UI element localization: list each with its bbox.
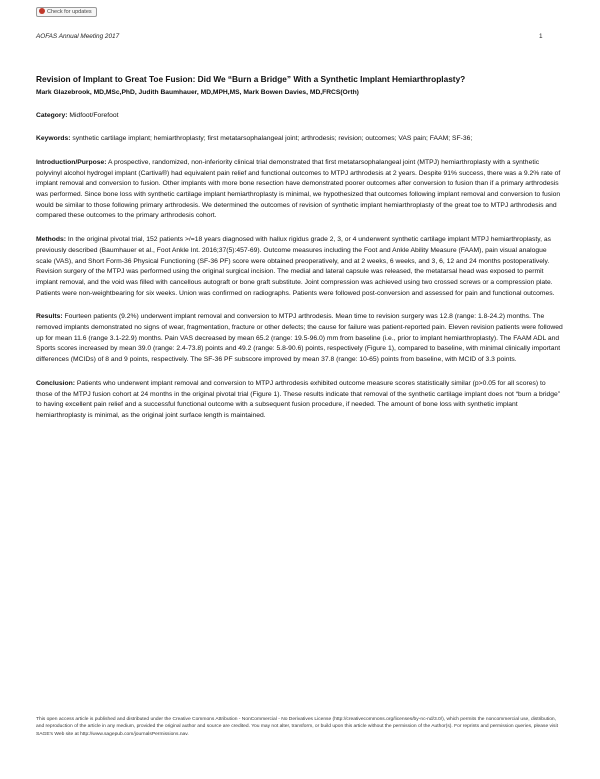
- results-label: Results:: [36, 313, 63, 321]
- methods-label: Methods:: [36, 236, 66, 244]
- introduction-text: A prospective, randomized, non-inferiority clinical trial demonstrated that first metatarsophalangeal joint (MTPJ) hemiarthroplasty with a synthetic polyvinyl alcohol hydrogel implant (Cartiva®) had equivalent pain relief and functional outcomes to MTPJ arthrodesis at 2 years. Despite 91% success, there was a 9.2% rate of implant removal and conversion to fusion. Other implants with more bone resection have demonstrated poorer outcomes after conversion to fusion than if a primary arthrodesis was performed. Since bone loss with synthetic cartilage implant hemiarthroplasty is minimal, we hypothesized that outcomes following implant removal and conversion to fusion would be similar to those following primary arthrodesis. We determined the outcomes of revision of synthetic implant hemiarthroplasty of the great toe to MTPJ arthrodesis and compared these outcomes to the primary arthrodesis cohort.: [36, 158, 561, 220]
- conclusion-section: [36, 379, 564, 422]
- article-authors: Mark Glazebrook, MD,MSc,PhD, Judith Baumhauer, MD,MPH,MS, Mark Bowen Davies, MD,FRCS(Orth): [36, 88, 359, 96]
- methods-section: [36, 235, 564, 299]
- keywords-text: synthetic cartilage implant; hemiarthroplasty; first metatarsophalangeal joint; arthrodesis; revision; outcomes; VAS pain; FAAM; SF-36;: [70, 135, 473, 143]
- article-body: [36, 74, 564, 422]
- keywords-label: Keywords:: [36, 135, 71, 143]
- keywords-section: [36, 134, 564, 145]
- introduction-section: [36, 158, 564, 222]
- check-updates-icon: [39, 8, 45, 14]
- category-label: Category:: [36, 111, 68, 119]
- check-for-updates-badge[interactable]: [36, 7, 97, 17]
- category-section: [36, 111, 564, 122]
- category-text: Midfoot/Forefoot: [67, 111, 119, 119]
- article-title: Revision of Implant to Great Toe Fusion: Did We “Burn a Bridge” With a Synthetic Implant Hemiarthroplasty?: [36, 74, 466, 84]
- results-section: [36, 312, 564, 366]
- results-text: Fourteen patients (9.2%) underwent implant removal and conversion to MTPJ arthrodesis. Mean time to revision surgery was 12.8 (range: 1.8-24.2) months. The removed implants demonstrated no signs of wear, fragmentation, fracture or other defects; the cause for failure was patient-reported pain. Eleven revision patients were followed up for mean 11.6 (range 3.1-22.9) months. Pain VAS decreased by mean 65.2 (range: 19.5-96.0) mm from baseline (i.e., prior to implant hemiarthroplasty). The FAAM ADL and Sports scores increased by mean 39.0 (range: 2.4-73.8) points and 49.2 (range: 5.8-90.6) points, respectively (Figure 1), compared to baseline, with minimal clinically important differences (MCIDs) of 8 and 9 points, respectively. The SF-36 PF subscore improved by mean 37.8 (range: 10-65) points from baseline, with MCID of 3.3 points.: [36, 313, 563, 364]
- license-footer: This open access article is published and distributed under the Creative Commons Attribution - NonCommercial - No Derivatives License (http://creativecommons.org/licenses/by-nc-nd/3.0/), which permits the noncommercial use, distribution, and reproduction of the article in any medium, provided the original author and source are credited. You may not alter, transform, or build upon this article without the permission of the Author(s). For reprints and permission queries, please visit SAGE's Web site at http://www.sagepub.com/journalsPermissions.nav.: [36, 717, 558, 737]
- journal-header: AOFAS Annual Meeting 2017: [36, 33, 120, 40]
- introduction-label: Introduction/Purpose:: [36, 158, 107, 166]
- page-number: 1: [539, 33, 543, 40]
- conclusion-text: Patients who underwent implant removal and conversion to MTPJ arthrodesis exhibited outcome measure scores statistically similar (p>0.05 for all scores) to those of the MTPJ fusion cohort at 24 months in the original pivotal trial (Figure 1). These results indicate that removal of the synthetic cartilage implant does not “burn a bridge” to having excellent pain relief and a successful functional outcome with a subsequent fusion procedure, if needed. The amount of bone loss with synthetic implant hemiarthroplasty is minimal, as the original joint surface length is maintained.: [36, 379, 561, 419]
- methods-text: In the original pivotal trial, 152 patients >/=18 years diagnosed with hallux rigidus grade 2, 3, or 4 underwent synthetic cartilage implant MTPJ hemiarthroplasty, as previously described (Baumhauer et al., Foot Ankle Int. 2016;37(5):457-69). Outcome measures including the Foot and Ankle Ability Measure (FAAM), pain visual analogue scale (VAS), and Short Form-36 Physical Functioning (SF-36 PF) score were obtained preoperatively, and at 2 weeks, 6 weeks, and 3, 6, 12 and 24 months postoperatively. Revision surgery of the MTPJ was performed using the original surgical incision. The medial and lateral capsule was released, the metatarsal head was exposed to permit implant removal, and the void was filled with cancellous autograft or bone graft substitute. Joint compression was achieved using two crossed screws or a compression plate. Patients were non-weightbearing for six weeks. Union was confirmed on radiographs. Patients were followed post-conversion and assessed for pain and functional outcomes.: [36, 236, 555, 297]
- check-for-updates-label: Check for updates: [47, 9, 92, 15]
- conclusion-label: Conclusion:: [36, 379, 75, 387]
